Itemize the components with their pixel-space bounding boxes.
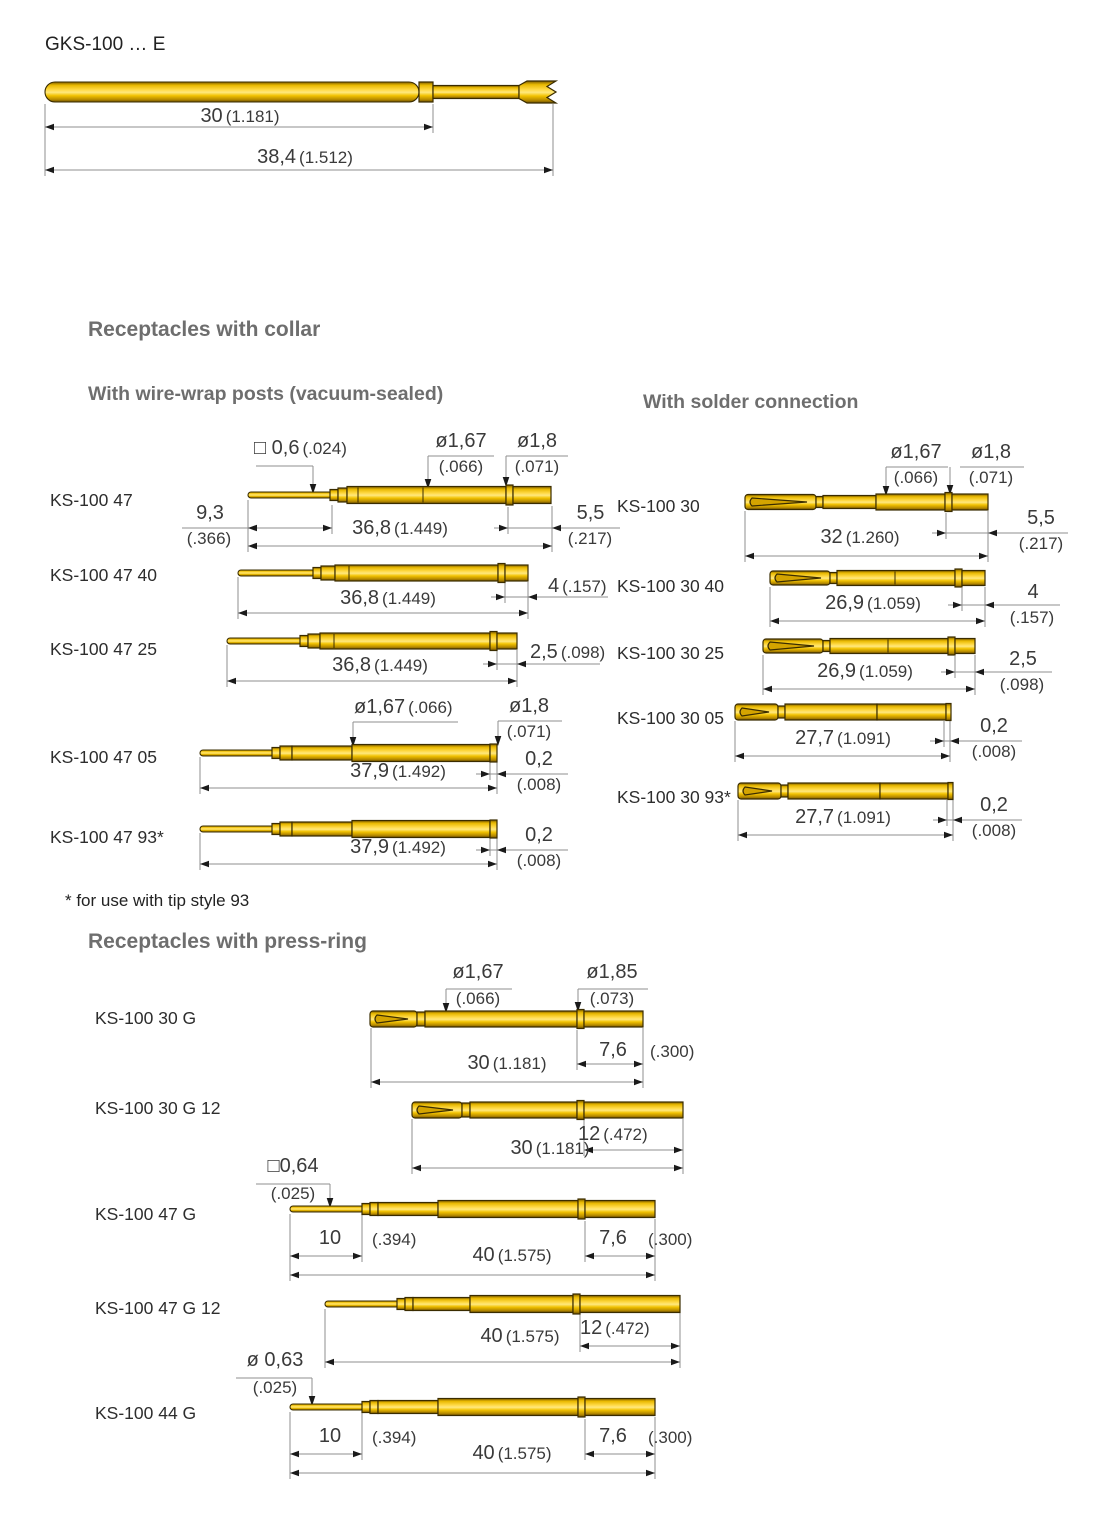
dim-post-length-in: (.394)	[372, 1428, 417, 1447]
row-label-ks-100-30: KS-100 30	[617, 496, 700, 516]
dim-post-length: 10	[318, 1227, 342, 1249]
dim-tail-in: (.217)	[1018, 534, 1064, 553]
probe-drawing-ks-100-47	[248, 485, 551, 505]
dim-post-length-in: (.366)	[186, 529, 232, 548]
dim-tail: 4 (.157)	[548, 575, 607, 597]
dim-dia-barrel: ø1,67	[890, 441, 942, 463]
dim-dia-ring: ø1,85	[586, 961, 638, 983]
dim-tail: 0,2	[525, 824, 553, 846]
dim-tail: 12 (.472)	[580, 1317, 650, 1339]
dim-square-post: □0,64	[267, 1155, 319, 1177]
dim-dia-ring-in: (.073)	[589, 989, 635, 1008]
footnote: * for use with tip style 93	[65, 891, 250, 910]
dim-tail: 7,6	[599, 1227, 627, 1249]
probe-drawing-ks-100-47-25	[227, 632, 517, 651]
dim-length: 40 (1.575)	[472, 1244, 552, 1266]
dim-dia-barrel-in: (.066)	[438, 457, 484, 476]
row-label-ks-100-30-g-12: KS-100 30 G 12	[95, 1098, 221, 1118]
dim-dia-barrel: ø1,67 (.066)	[354, 696, 453, 718]
dim-tail: 0,2	[980, 715, 1008, 737]
dim-tail: 7,6	[599, 1039, 627, 1061]
dim-tail: 12 (.472)	[578, 1123, 648, 1145]
probe-drawing-ks-100-30-g	[370, 1010, 643, 1029]
row-label-ks-100-47-g: KS-100 47 G	[95, 1204, 197, 1224]
dim-dia-post-in: (.025)	[252, 1378, 298, 1397]
dim-square-post-in: (.025)	[270, 1184, 316, 1203]
page-title: GKS-100 … E	[45, 34, 166, 55]
dim-length: 40 (1.575)	[480, 1325, 560, 1347]
dim-tail: 2,5	[1009, 648, 1037, 670]
dim-tail-in: (.157)	[1009, 608, 1055, 627]
row-label-ks-100-47-40: KS-100 47 40	[50, 565, 158, 585]
dim-dia-collar: ø1,8	[508, 695, 550, 717]
row-label-ks-100-44-g: KS-100 44 G	[95, 1403, 197, 1423]
probe-drawing-ks-100-30-g-12	[412, 1101, 683, 1120]
probe-drawing-ks-100-30-93	[738, 783, 953, 800]
row-label-ks-100-47-93: KS-100 47 93*	[50, 827, 164, 847]
probe-drawing-ks-100-30	[745, 493, 988, 512]
probe-drawing-ks-100-47-93	[200, 820, 497, 838]
dim-post-length-in: (.394)	[372, 1230, 417, 1249]
row-label-ks-100-30-40: KS-100 30 40	[617, 576, 725, 596]
dim-length: 26,9 (1.059)	[817, 660, 913, 682]
row-label-ks-100-47-g-12: KS-100 47 G 12	[95, 1298, 221, 1318]
dim-dia-barrel-in: (.066)	[455, 989, 501, 1008]
dim-tail-in: (.008)	[516, 851, 562, 870]
section-heading-collar: Receptacles with collar	[88, 318, 321, 341]
dim-tail: 2,5 (.098)	[530, 641, 606, 663]
dim-length: 26,9 (1.059)	[825, 592, 921, 614]
dim-tail: 5,5	[1027, 507, 1055, 529]
dim-length: 36,8 (1.449)	[352, 517, 448, 539]
dim-top-total-length: 38,4 (1.512)	[257, 146, 353, 168]
dim-length: 37,9 (1.492)	[350, 760, 446, 782]
dim-tail-in: (.217)	[567, 529, 613, 548]
section-heading-wirewrap: With wire-wrap posts (vacuum-sealed)	[88, 383, 444, 405]
dim-tail-in: (.300)	[648, 1428, 693, 1447]
dim-dia-collar-in: (.071)	[514, 457, 560, 476]
probe-drawing-ks-100-47-g	[290, 1199, 655, 1219]
probe-drawing-ks-100-47-05	[200, 744, 497, 762]
row-label-ks-100-47: KS-100 47	[50, 490, 133, 510]
row-label-ks-100-30-05: KS-100 30 05	[617, 708, 725, 728]
dim-length: 30 (1.181)	[467, 1052, 547, 1074]
dim-length: 36,8 (1.449)	[340, 587, 436, 609]
probe-drawing-ks-100-47-40	[238, 564, 528, 583]
dim-tail-in: (.300)	[648, 1230, 693, 1249]
dim-tail: 0,2	[980, 794, 1008, 816]
probe-drawing-ks-100-47-g-12	[325, 1294, 680, 1314]
probe-drawing-ks-100-44-g	[290, 1397, 655, 1417]
dim-tail-in: (.008)	[971, 821, 1017, 840]
dim-tail: 7,6	[599, 1425, 627, 1447]
dim-tail-in: (.008)	[516, 775, 562, 794]
dim-post-length: 9,3	[196, 502, 224, 524]
dim-tail: 5,5	[576, 502, 605, 524]
dim-dia-collar: ø1,8	[516, 430, 558, 452]
dim-length: 40 (1.575)	[472, 1442, 552, 1464]
dim-square-post: □ 0,6 (.024)	[254, 437, 347, 459]
dim-length: 37,9 (1.492)	[350, 836, 446, 858]
dim-tail-in: (.300)	[650, 1042, 695, 1061]
dim-dia-barrel: ø1,67	[435, 430, 487, 452]
dim-dia-post: ø 0,63	[246, 1349, 304, 1371]
dim-length: 27,7 (1.091)	[795, 727, 891, 749]
dim-dia-collar: ø1,8	[970, 441, 1012, 463]
dim-tail: 4	[1027, 581, 1039, 603]
row-label-ks-100-47-05: KS-100 47 05	[50, 747, 158, 767]
probe-drawing-ks-100-30-05	[735, 704, 951, 721]
row-label-ks-100-47-25: KS-100 47 25	[50, 639, 158, 659]
dim-post-length: 10	[318, 1425, 342, 1447]
dim-length: 32 (1.260)	[820, 526, 900, 548]
dim-length: 27,7 (1.091)	[795, 806, 891, 828]
section-heading-solder: With solder connection	[643, 391, 859, 413]
row-label-ks-100-30-g: KS-100 30 G	[95, 1008, 197, 1028]
dim-top-inner-length: 30 (1.181)	[200, 105, 280, 127]
dim-length: 36,8 (1.449)	[332, 654, 428, 676]
probe-drawing-ks-100-30-25	[763, 637, 975, 655]
row-label-ks-100-30-93: KS-100 30 93*	[617, 787, 731, 807]
probe-drawing-ks-100-30-40	[770, 569, 985, 587]
section-heading-pressring: Receptacles with press-ring	[88, 930, 367, 953]
dim-tail-in: (.098)	[999, 675, 1045, 694]
row-label-ks-100-30-25: KS-100 30 25	[617, 643, 725, 663]
dim-tail: 0,2	[525, 748, 553, 770]
dim-length: 30 (1.181)	[510, 1137, 590, 1159]
dim-dia-collar-in: (.071)	[968, 468, 1014, 487]
dim-dia-collar-in: (.071)	[506, 722, 552, 741]
probe-drawing-gks-100-e	[45, 81, 556, 103]
dim-dia-barrel: ø1,67	[452, 961, 504, 983]
dim-tail-in: (.008)	[971, 742, 1017, 761]
dim-dia-barrel-in: (.066)	[893, 468, 939, 487]
